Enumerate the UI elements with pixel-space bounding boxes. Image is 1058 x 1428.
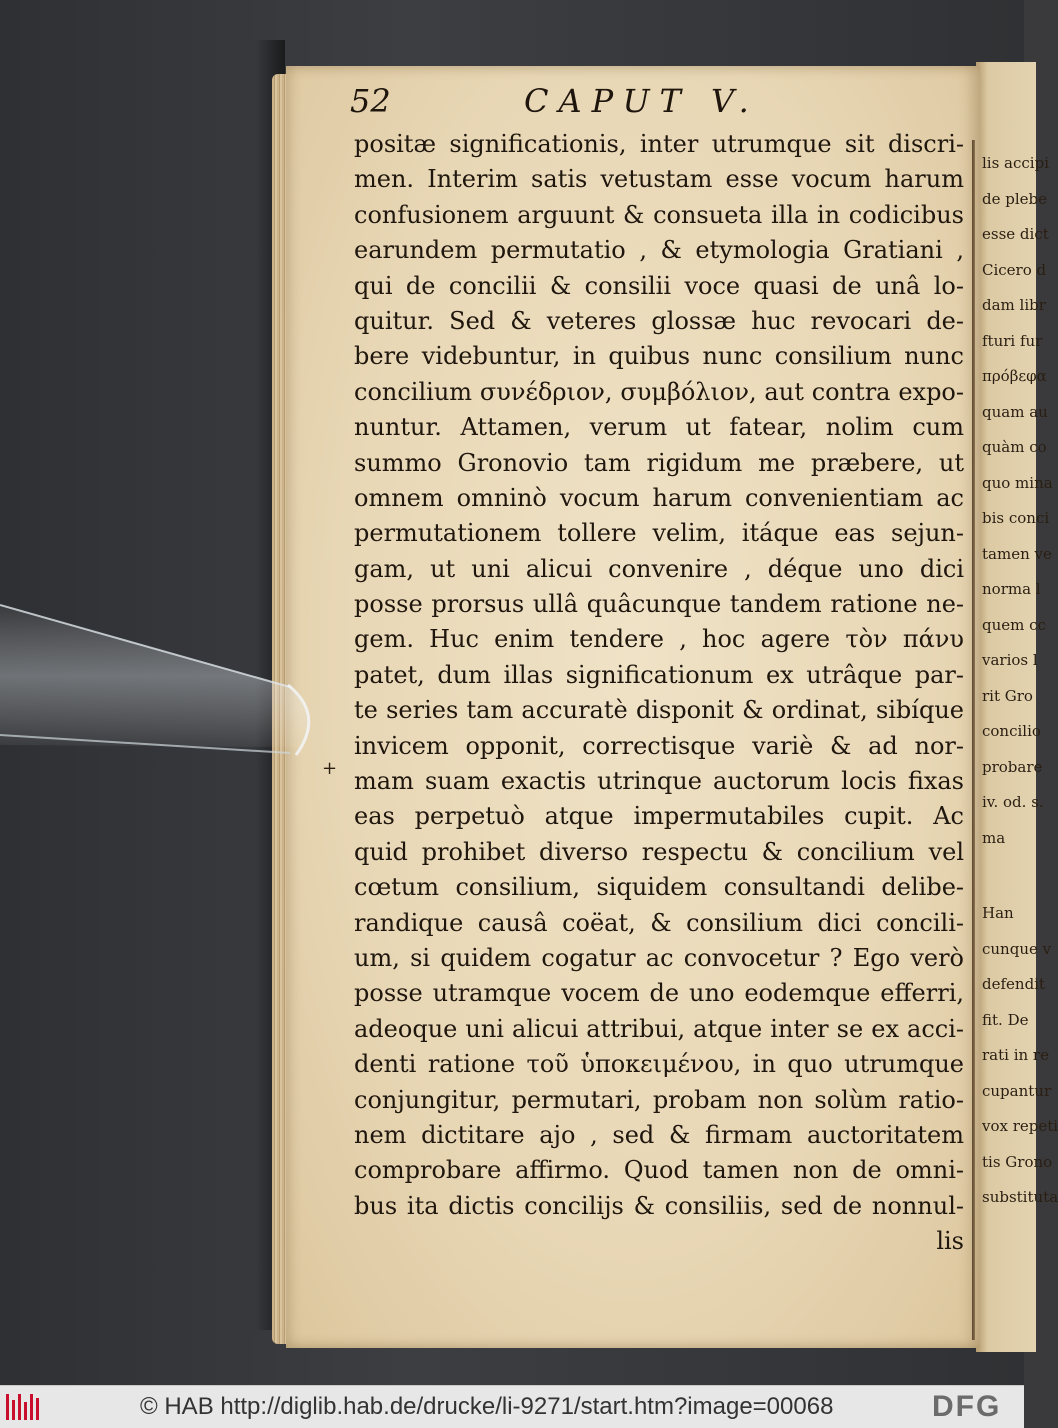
text-line: cœtum consilium, siquidem consultandi delibe- (354, 873, 964, 902)
facing-page-fragment: vox repeti (982, 1117, 1058, 1135)
text-line: randique causâ coëat, & consilium dici concili- (354, 908, 964, 937)
text-line: permutationem tollere velim, itáque eas sejun- (354, 519, 964, 548)
facing-page-fragment: iv. od. s. (982, 793, 1044, 811)
facing-page-fragment: quo mina (982, 473, 1053, 492)
text-line: posse utramque vocem de uno eodemque efferri, (354, 979, 964, 1008)
facing-page-fragment: de plebe (982, 189, 1048, 208)
facing-page-fragment: Cicero d (982, 260, 1047, 279)
text-line: posse prorsus ullâ quâcunque tandem ratione ne- (354, 590, 964, 619)
facing-page-fragment: quàm co (982, 438, 1047, 456)
text-line: quid prohibet diverso respectu & concilium vel (354, 837, 964, 866)
footer-bar (0, 1385, 1024, 1428)
facing-page-fragment: concilio (982, 722, 1041, 740)
facing-page-fragment: lis accipi (982, 154, 1050, 172)
text-line: patet, dum illas significationum ex utrâque par- (354, 660, 964, 689)
text-line: mam suam exactis utrinque auctorum locis fixas (354, 767, 964, 796)
facing-page-fragment: quam au (982, 402, 1048, 421)
text-line: te series tam accuratè disponit & ordinat, sibíque (354, 696, 964, 725)
page-header (350, 82, 950, 132)
text-line: quitur. Sed & veteres glossæ huc revocari de- (354, 306, 964, 335)
facing-page-fragment: quem cc (982, 615, 1046, 634)
facing-page-fragment: ma (982, 828, 1006, 847)
text-line: positæ significationis, inter utrumque sit discri- (354, 130, 964, 158)
facing-page-fragment: tamen ve (982, 544, 1052, 563)
text-line: denti ratione τοῦ ὑποκειμένου, in quo utrumque (354, 1050, 964, 1079)
facing-page-fragment: fit. De (982, 1010, 1029, 1029)
text-line: gam, ut uni alicui convenire , déque uno dici (354, 554, 964, 583)
text-line: comprobare affirmo. Quod tamen non de omni- (354, 1156, 964, 1185)
facing-page-fragment: esse dict (982, 225, 1049, 243)
catchword: lis (936, 1227, 964, 1256)
glass-page-holder (0, 575, 320, 805)
facing-page-fragment: defendit (982, 975, 1045, 993)
facing-page-fragment: dam libr (982, 296, 1046, 314)
text-line: conjungitur, permutari, probam non solùm ratio- (354, 1085, 964, 1114)
text-line: bus ita dictis concilijs & consiliis, sed de nonnul- (354, 1191, 964, 1220)
margin-mark: + (322, 758, 338, 779)
text-line: omnem omninò vocum harum convenientiam ac (354, 483, 964, 512)
text-line: men. Interim satis vetustam esse vocum harum (354, 165, 964, 194)
gutter (972, 140, 975, 1340)
hab-logo-icon (6, 1394, 40, 1420)
copyright-link[interactable]: © HAB http://diglib.hab.de/drucke/li-9271/start.htm?image=00068 (140, 1393, 834, 1420)
facing-page-fragment: norma l (982, 580, 1041, 598)
page-number: 52 (350, 82, 391, 120)
text-line: confusionem arguunt & consueta illa in codicibus (354, 200, 964, 229)
text-line: invicem opponit, correctisque variè & ad nor- (354, 731, 964, 760)
facing-page-fragment: πρόβεφα (982, 367, 1047, 385)
facing-page-fragment: Han (982, 904, 1014, 922)
text-line: gem. Huc enim tendere , hoc agere τὸν πάνυ (354, 625, 964, 654)
facing-page-fragment: substituta (982, 1188, 1058, 1206)
text-line: summo Gronovio tam rigidum me præbere, ut (354, 448, 964, 477)
body-text (354, 130, 964, 1263)
text-line: earundem permutatio , & etymologia Gratiani , (354, 236, 964, 265)
facing-page-fragment: rit Gro (982, 686, 1033, 705)
facing-page-fragment: cupantur (982, 1081, 1052, 1100)
facing-page-fragment: probare (982, 757, 1043, 776)
facing-page-fragment: bis conci (982, 509, 1050, 527)
text-line: nem dictitare ajo , sed & firmam auctoritatem (354, 1120, 964, 1149)
running-title: CAPUT V. (524, 82, 759, 120)
text-line: eas perpetuò atque impermutabiles cupit. Ac (354, 802, 964, 831)
text-line: um, si quidem cogatur ac convocetur ? Ego verò (354, 943, 964, 972)
text-line: adeoque uni alicui attribui, atque inter se ex acci- (354, 1014, 964, 1043)
facing-page-fragment: varios l (982, 651, 1038, 669)
facing-page-fragment: rati in re (982, 1046, 1049, 1064)
text-line: nuntur. Attamen, verum ut fatear, nolim cum (354, 413, 964, 442)
facing-page-fragment: cunque v (982, 939, 1052, 958)
text-line: concilium συνέδριον, συμβόλιον, aut contra expo- (354, 377, 964, 406)
dfg-logo: DFG (932, 1390, 1002, 1423)
text-line: qui de concilii & consilii voce quasi de unâ lo- (354, 271, 964, 300)
facing-page-fragment: tis Grono (982, 1152, 1053, 1171)
facing-page-edge (976, 62, 1058, 1352)
text-line: bere videbuntur, in quibus nunc consilium nunc (354, 342, 964, 371)
facing-page-fragment: fturi fur (982, 331, 1043, 350)
